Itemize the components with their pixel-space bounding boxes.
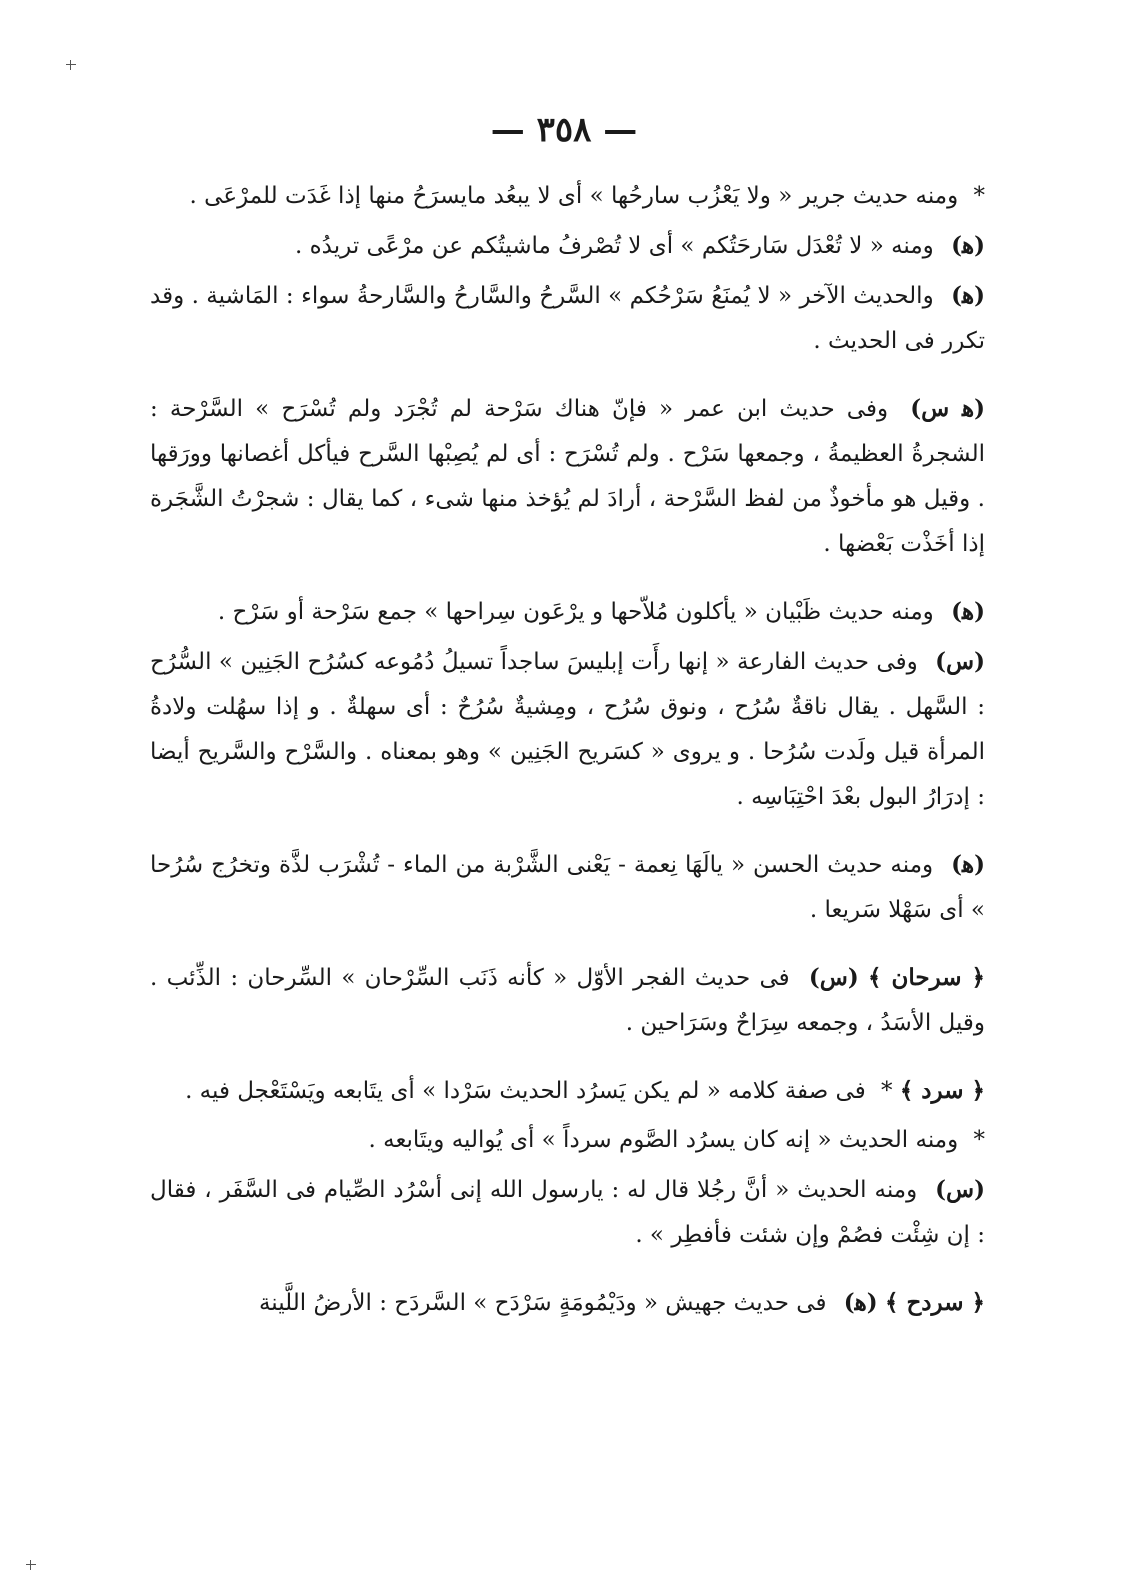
entry-text: والحديث الآخر « لا يُمنَعُ سَرْحُكم » السَّرحُ والسَّارحُ والسَّارحةُ سواء : المَاشية . وقد تكرر فى الحديث . <box>150 283 985 354</box>
source-tag: (ﻫ) <box>843 1289 878 1316</box>
entry-text: ومنه حديث ظَبْيان « يأكلون مُلاّحها و يرْعَون سِراحها » جمع سَرْحة أو سَرْح . <box>217 599 934 625</box>
entry-text: ومنه الحديث « إنه كان يسرُد الصَّوم سرداً » أى يُواليه ويتَابعه . <box>368 1127 959 1153</box>
entry-text: وفى حديث الفارعة « إنها رأَت إبليسَ ساجداً تسيلُ دُمُوعه كسُرُح الجَنِين » السُّرُح : السَّهل . يقال ناقةٌ سُرُح ، ونوق سُرُح ، ومِشيةٌ سُرُحٌ : أى سهلةٌ . و إذا سهُلت ولادةُ المرأة قيل ولَدت سُرُحا . و يروى « كسَريح الجَنِين » وهو بمعناه . والسَّرْح والسَّريح أيضا : إدرَارُ البول بعْدَ احْتِبَاسِه . <box>150 649 985 810</box>
entry <box>150 1118 985 1163</box>
entry <box>150 273 985 364</box>
source-tag: (س) <box>808 964 859 991</box>
entry-text: وفى حديث ابن عمر « فإنّ هناك سَرْحة لم تُجْرَد ولم تُسْرَح » السَّرْحة : الشجرةُ العظيمةُ ، وجمعها سَرْح . ولم تُسْرَح : أى لم يُصِبْها السَّرح فيأكل أغصانها وورَقها . وقيل هو مأخوذٌ من لفظ السَّرْحة ، أرادَ لم يُؤخذ منها شىء ، كما يقال : شجرْتُ الشَّجَرة إذا أخَذْت بَعْضها . <box>150 396 985 557</box>
entry <box>150 223 985 269</box>
asterisk-marker: * <box>973 183 985 209</box>
entry <box>150 842 985 933</box>
entry <box>150 1068 985 1114</box>
corner-mark-top-left <box>66 60 76 70</box>
entry-list <box>150 174 985 1348</box>
asterisk-marker: * <box>973 1127 985 1153</box>
source-tag: (ﻫ س) <box>910 395 986 422</box>
headword: ﴿ سردح ﴾ <box>884 1289 985 1316</box>
entry-text: فى حديث جهيش « ودَيْمُومَةٍ سَرْدَح » السَّردَح : الأرضُ اللَّينة <box>258 1290 827 1316</box>
source-tag: (ﻫ) <box>951 232 985 259</box>
headword: ﴿ سرحان ﴾ <box>868 964 986 991</box>
page-number: — ٣٥٨ — <box>490 110 638 150</box>
entry-text: ومنه « لا تُعْدَل سَارحَتُكم » أى لا تُصْرفُ ماشيتُكم عن مرْعًى تريدُه . <box>295 233 934 259</box>
entry <box>150 386 985 567</box>
entry-text: ومنه حديث الحسن « يالَهَا نِعمة - يَعْنى الشَّرْبة من الماء - تُشْرَب لذَّة وتخرُج سُرُحا » أى سَهْلا سَريعا . <box>150 852 985 923</box>
entry-text: ومنه حديث جرير « ولا يَعْزُب سارحُها » أى لا يبعُد مايسرَحُ منها إذا غَدَت للمرْعَى . <box>189 183 959 209</box>
headword: ﴿ سرد ﴾ <box>899 1077 985 1104</box>
entry <box>150 174 985 219</box>
source-tag: (ﻫ) <box>951 598 985 625</box>
source-tag: (س) <box>935 1176 986 1203</box>
entry-text: ومنه الحديث « أنَّ رجُلا قال له : يارسول الله إنى أسْرُد الصِّيام فى السَّفَر ، فقال : إن شِئْت فصُمْ وإن شئت فأفطِر » . <box>150 1177 985 1248</box>
asterisk-marker: * <box>881 1078 893 1104</box>
source-tag: (س) <box>935 648 985 675</box>
entry <box>150 955 985 1046</box>
corner-mark-bottom-left <box>26 1560 36 1570</box>
entry <box>150 589 985 635</box>
source-tag: (ﻫ) <box>951 282 985 309</box>
entry-text: فى صفة كلامه « لم يكن يَسرُد الحديث سَرْدا » أى يتَابعه ويَسْتَعْجل فيه . <box>185 1078 866 1104</box>
entry-text: فى حديث الفجر الأوّل « كأنه ذَنَب السِّرْحان » السِّرحان : الذِّئب . وقيل الأسَدُ ، وجمعه سِرَاحٌ وسَرَاحين . <box>150 965 985 1036</box>
entry <box>150 1280 985 1326</box>
source-tag: (ﻫ) <box>951 851 985 878</box>
entry <box>150 639 985 820</box>
entry <box>150 1167 985 1258</box>
